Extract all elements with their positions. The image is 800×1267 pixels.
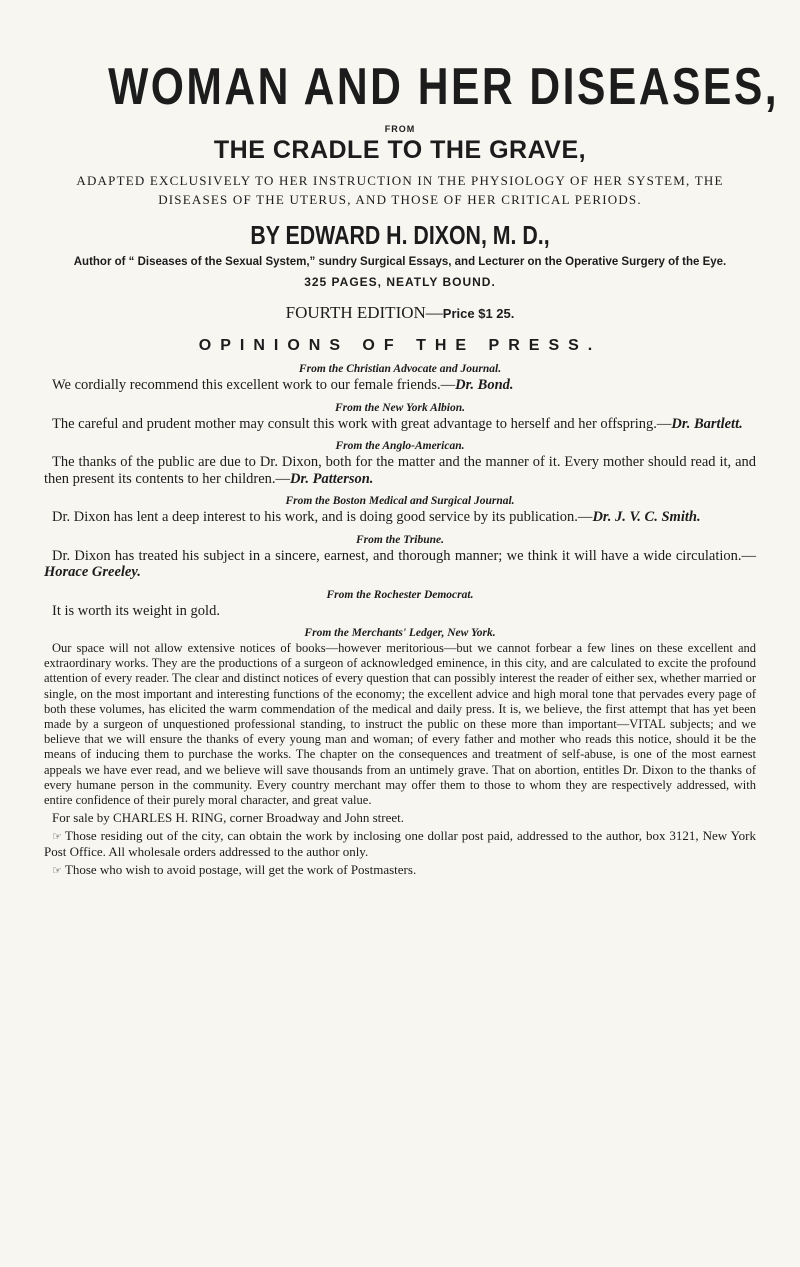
- ledger-text: Our space will not allow extensive notices of books—however meritorious—but we cannot forbear a few lines on these excellent and extraordinary works. They are the productions of a surgeon of acknowledged eminence, in this city, and are calculated to excite the profound attention of every reader. The clear and distinct notices of every question that can possibly interest the reader of either sex, whether married or single, on the most important and interesting functions of the economy; the excellent advice and high moral tone that pervades every page of both these volumes, has elicited the warm commendation of the medical and daily press. It is, we believe, the first attempt that has yet been made by a surgeon of unquestioned professional standing, to instruct the public on these more than important—VITAL subjects; and we believe that we will ensure the thanks of every young man and woman; of every father and mother who reads this notice, should it be the means of inducing them to purchase the works. The chapter on the consequences and treatment of self-abuse, is one of the most earnest appeals we have ever read, and we believe will save thousands from an untimely grave. That on abortion, entitles Dr. Dixon to the thanks of every humane person in the community. Every country merchant may offer them to those to whom they are respectively addressed, with entire confidence of their purely moral character, and great value.: [44, 641, 756, 808]
- subtitle: THE CRADLE TO THE GRAVE,: [213, 136, 587, 164]
- opinions-heading: OPINIONS OF THE PRESS.: [198, 337, 602, 354]
- pages-line: 325 PAGES, NEATLY BOUND.: [304, 275, 496, 289]
- ledger-source: From the Merchants' Ledger, New York.: [304, 627, 496, 639]
- review-list: [44, 363, 756, 808]
- review-author: Horace Greeley.: [44, 564, 141, 580]
- price-label: Price $1 25.: [442, 306, 515, 321]
- review-source: From the Christian Advocate and Journal.: [298, 363, 502, 375]
- sale-notice: For sale by CHARLES H. RING, corner Broadway and John street.: [52, 810, 405, 826]
- review-text: The careful and prudent mother may consult this work with great advantage to herself and her offspring.—Dr. Bartlett.: [52, 415, 743, 432]
- from-label: FROM: [384, 124, 416, 134]
- review-text: Dr. Dixon has treated his subject in a sincere, earnest, and thorough manner; we think it will have a wide circulation.—Horace Greeley.: [44, 547, 756, 580]
- review-text: We cordially recommend this excellent work to our female friends.—Dr. Bond.: [52, 377, 514, 393]
- author-description: Author of “ Diseases of the Sexual System,” sundry Surgical Essays, and Lecturer on the Operative Surgery of the Eye.: [73, 256, 727, 268]
- review-source: From the New York Albion.: [334, 401, 466, 414]
- mail-order-notice: ☞ Those residing out of the city, can obtain the work by inclosing one dollar post paid, addressed to the author, box 3121, New York Post Office. All wholesale orders addressed to the author only.: [44, 827, 756, 860]
- review-source: From the Rochester Democrat.: [326, 588, 474, 601]
- review-author: Dr. Patterson.: [290, 470, 374, 487]
- review-source: From the Tribune.: [355, 533, 445, 546]
- edition-line: [44, 303, 756, 323]
- review-author: Dr. J. V. C. Smith.: [592, 509, 701, 525]
- review-author: Dr. Bartlett.: [671, 415, 743, 432]
- page-title: WOMAN AND HER DISEASES,: [108, 58, 780, 116]
- review-text: Dr. Dixon has lent a deep interest to his work, and is doing good service by its publication.—Dr. J. V. C. Smith.: [52, 509, 701, 525]
- author-line: BY EDWARD H. DIXON, M. D.,: [250, 220, 550, 250]
- pointing-hand-icon: ☞: [52, 829, 62, 843]
- edition-label: FOURTH EDITION—: [285, 303, 443, 322]
- pointing-hand-icon: ☞: [52, 863, 62, 877]
- advertisement-page: [44, 58, 780, 878]
- review-text: It is worth its weight in gold.: [52, 602, 220, 619]
- review-source: From the Boston Medical and Surgical Journal.: [285, 495, 515, 507]
- review-source: From the Anglo-American.: [335, 440, 465, 452]
- postmaster-notice: ☞ Those who wish to avoid postage, will get the work of Postmasters.: [52, 861, 417, 877]
- review-text: The thanks of the public are due to Dr. Dixon, both for the matter and the manner of it. Every mother should read it, and then present its contents to her children.—Dr. Patterson.: [44, 454, 756, 487]
- adapted-description: ADAPTED EXCLUSIVELY TO HER INSTRUCTION IN THE PHYSIOLOGY OF HER SYSTEM, THE DISEASES OF THE UTERUS, AND THOSE OF HER CRITICAL PERIODS.: [76, 173, 724, 207]
- review-author: Dr. Bond.: [455, 377, 514, 393]
